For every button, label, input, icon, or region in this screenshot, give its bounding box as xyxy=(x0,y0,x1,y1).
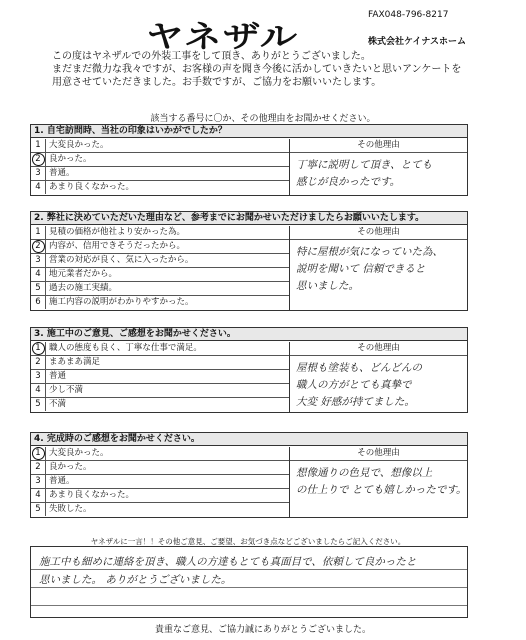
option-row[interactable] xyxy=(31,342,289,356)
option-row[interactable] xyxy=(31,461,289,475)
option-label: 大変良かった。 xyxy=(49,448,109,458)
section-title: 2. 弊社に決めていただいた理由など、参考までにお聞かせいただけましたらお願いいたします。 xyxy=(31,212,467,225)
intro-line: 用意させていただきました。お手数ですが、ご協力をお願いいたします。 xyxy=(52,77,382,88)
section-title: 4. 完成時のご感想をお聞かせください。 xyxy=(31,433,467,446)
option-number: 4 xyxy=(31,181,46,194)
survey-section-2 xyxy=(30,211,468,311)
company-logo: ヤネザル xyxy=(146,20,299,55)
handwritten-reason xyxy=(296,157,432,191)
option-row[interactable] xyxy=(31,503,289,516)
free-comment-header: ヤネザルに一言！！その他ご意見、ご要望、お気づき点などございましたらご記入ください。 xyxy=(90,537,406,546)
option-row[interactable] xyxy=(31,153,289,167)
option-number: 5 xyxy=(31,398,46,411)
option-row[interactable] xyxy=(31,296,289,309)
option-number: 1 xyxy=(31,447,46,460)
option-row[interactable] xyxy=(31,384,289,398)
reason-line: 特に屋根が気になっていた為、 xyxy=(296,246,443,258)
option-row[interactable] xyxy=(31,181,289,194)
reason-line: 感じが良かったです。 xyxy=(296,176,401,188)
option-number: 4 xyxy=(31,384,46,397)
reason-line: 職人の方がとても真摯で xyxy=(296,379,412,391)
option-number: 3 xyxy=(31,475,46,488)
reason-line: 思いました。 xyxy=(296,280,359,292)
section-title: 3. 施工中のご意見、ご感想をお聞かせください。 xyxy=(31,328,467,341)
free-comment-line: 施工中も細めに連絡を頂き、職人の方達もとても真面目で、依頼して良かったと xyxy=(39,556,417,568)
reason-line: 屋根も塗装も、どんどんの xyxy=(296,362,422,374)
option-row[interactable] xyxy=(31,254,289,268)
option-number: 6 xyxy=(31,296,46,309)
option-number: 5 xyxy=(31,282,46,295)
option-label: 見積の価格が他社より安かった為。 xyxy=(49,227,186,237)
handwritten-reason xyxy=(296,465,467,499)
option-label: 地元業者だから。 xyxy=(49,269,118,279)
reason-line: 大変 好感が持てました。 xyxy=(296,396,415,408)
option-label: あまり良くなかった。 xyxy=(49,182,135,192)
section-title: 1. 自宅訪問時、当社の印象はいかがでしたか？ xyxy=(31,125,467,138)
survey-section-1 xyxy=(30,124,468,196)
option-label: 少し不満 xyxy=(49,385,84,395)
other-reason-header: その他理由 xyxy=(290,447,467,461)
option-row[interactable] xyxy=(31,370,289,384)
instruction: 該当する番号に〇か、その他理由をお聞かせください。 xyxy=(150,114,376,124)
fax-number: FAX048-796-8217 xyxy=(368,10,449,20)
intro-line: まだまだ微力な我々ですが、お客様の声を聞き今後に活かしていきたいと思いアンケートを xyxy=(52,64,462,75)
option-number: 5 xyxy=(31,503,46,516)
free-comment-box[interactable] xyxy=(30,546,468,618)
option-number: 2 xyxy=(31,461,46,474)
option-row[interactable] xyxy=(31,447,289,461)
option-label: まあまあ満足 xyxy=(49,357,101,367)
company-name: 株式会社ケイナスホーム xyxy=(368,37,467,47)
option-row[interactable] xyxy=(31,398,289,411)
option-label: 施工内容の説明がわかりやすかった。 xyxy=(49,297,194,307)
other-reason-box[interactable] xyxy=(289,447,467,517)
option-row[interactable] xyxy=(31,240,289,254)
thanks-message: 貴重なご意見、ご協力誠にありがとうございました。 xyxy=(154,625,371,635)
option-label: 良かった。 xyxy=(49,462,92,472)
option-number: 3 xyxy=(31,370,46,383)
option-number: 1 xyxy=(31,226,46,239)
option-row[interactable] xyxy=(31,167,289,181)
option-row[interactable] xyxy=(31,489,289,503)
option-number: 1 xyxy=(31,342,46,355)
option-label: 不満 xyxy=(49,399,67,409)
option-number: 4 xyxy=(31,489,46,502)
option-label: 良かった。 xyxy=(49,154,92,164)
option-label: 職人の態度も良く、丁寧な仕事で満足。 xyxy=(49,343,202,353)
other-reason-header: その他理由 xyxy=(290,139,467,153)
option-number: 2 xyxy=(31,240,46,253)
reason-line: の仕上りで とても嬉しかったです。 xyxy=(296,484,467,496)
option-number: 3 xyxy=(31,167,46,180)
option-label: 過去の施工実績。 xyxy=(49,283,118,293)
option-number: 1 xyxy=(31,139,46,152)
option-number: 4 xyxy=(31,268,46,281)
option-label: 普通 xyxy=(49,371,67,381)
other-reason-header: その他理由 xyxy=(290,342,467,356)
reason-line: 丁寧に説明して頂き、とても xyxy=(296,159,433,171)
option-row[interactable] xyxy=(31,282,289,296)
handwritten-reason xyxy=(296,360,422,411)
option-number: 2 xyxy=(31,153,46,166)
reason-line: 説明を聞いて 信頼できると xyxy=(296,263,426,275)
option-number: 2 xyxy=(31,356,46,369)
option-row[interactable] xyxy=(31,226,289,240)
intro-line: この度はヤネザルでの外装工事をして頂き、ありがとうございました。 xyxy=(52,51,371,62)
other-reason-header: その他理由 xyxy=(290,226,467,240)
handwritten-reason xyxy=(296,244,443,295)
option-label: 内容が、信用できそうだったから。 xyxy=(49,241,186,251)
survey-section-3 xyxy=(30,327,468,413)
option-row[interactable] xyxy=(31,356,289,370)
reason-line: 想像通りの色見で、想像以上 xyxy=(296,467,433,479)
option-row[interactable] xyxy=(31,139,289,153)
other-reason-box[interactable] xyxy=(289,139,467,195)
option-label: 普通。 xyxy=(49,476,75,486)
option-label: あまり良くなかった。 xyxy=(49,490,135,500)
survey-section-4 xyxy=(30,432,468,518)
option-number: 3 xyxy=(31,254,46,267)
intro-text xyxy=(52,50,472,89)
option-label: 普通。 xyxy=(49,168,75,178)
option-row[interactable] xyxy=(31,268,289,282)
other-reason-box[interactable] xyxy=(289,226,467,310)
free-comment-line: 思いました。 ありがとうございました。 xyxy=(39,574,232,586)
free-comment-text xyxy=(39,553,416,589)
option-row[interactable] xyxy=(31,475,289,489)
other-reason-box[interactable] xyxy=(289,342,467,412)
option-label: 失敗した。 xyxy=(49,504,92,514)
option-label: 営業の対応が良く、気に入ったから。 xyxy=(49,255,194,265)
option-label: 大変良かった。 xyxy=(49,140,109,150)
